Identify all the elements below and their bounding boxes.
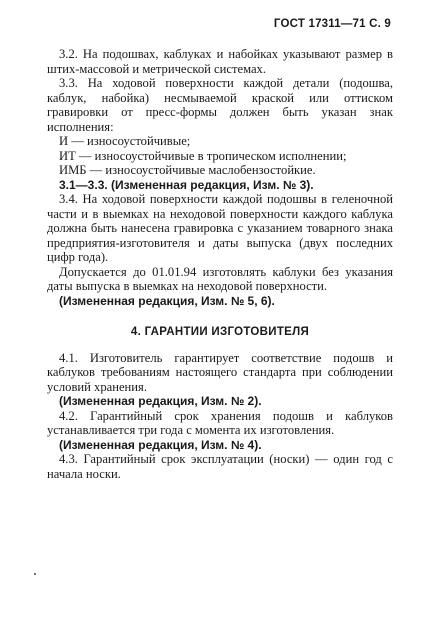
amendment-note-4: (Измененная редакция, Изм. № 4). xyxy=(59,437,262,452)
amendment-note-3: 3.1—3.3. (Измененная редакция, Изм. № 3). xyxy=(59,177,314,192)
paragraph-4-3: 4.3. Гарантийный срок эксплуатации (носки) — один год с начала носки. xyxy=(47,452,393,481)
paragraph-3-3: 3.3. На ходовой поверхности каждой детали (подошва, каблук, набойка) несмываемой краской или оттиском гравировки от пресс-формы должен быть указан знак исполнения: xyxy=(47,76,393,134)
paragraph-4-1: 4.1. Изготовитель гарантирует соответствие подошв и каблуков требованиям настоящего стандарта при соблюдении условий хранения. xyxy=(47,350,393,394)
paragraph-3-2: 3.2. На подошвах, каблуках и набойках указывают размер в штих-массовой и метрической системах. xyxy=(47,47,393,76)
paragraph-3-4: 3.4. На ходовой поверхности каждой подошвы в геленочной части и в выемках на неходовой поверхности каждого каблука должна быть нанесена гравировка с указанием товарного знака предприятия-изготовителя и даты выпуска (двух последних цифр года). xyxy=(47,192,393,264)
amendment-note-5-6: (Измененная редакция, Изм. № 5, 6). xyxy=(59,293,275,308)
paragraph-4-2: 4.2. Гарантийный срок хранения подошв и каблуков устанавливается три года с момента их изготовления. xyxy=(47,408,393,437)
paragraph-allowance: Допускается до 01.01.94 изготовлять каблуки без указания даты выпуска в выемках на неходовой поверхности. xyxy=(47,264,393,293)
section-title: 4. ГАРАНТИИ ИЗГОТОВИТЕЛЯ xyxy=(130,326,310,338)
mark-imb: ИМБ — износоустойчивые маслобензостойкие. xyxy=(59,163,316,177)
mark-i: И — износоустойчивые; xyxy=(59,134,191,148)
mark-it: ИТ — износоустойчивые в тропическом исполнении; xyxy=(59,148,347,163)
amendment-note-2: (Измененная редакция, Изм. № 2). xyxy=(59,394,262,408)
document-body xyxy=(47,47,393,481)
page-header: ГОСТ 17311—71 С. 9 xyxy=(273,18,391,30)
scan-speck xyxy=(34,573,36,575)
